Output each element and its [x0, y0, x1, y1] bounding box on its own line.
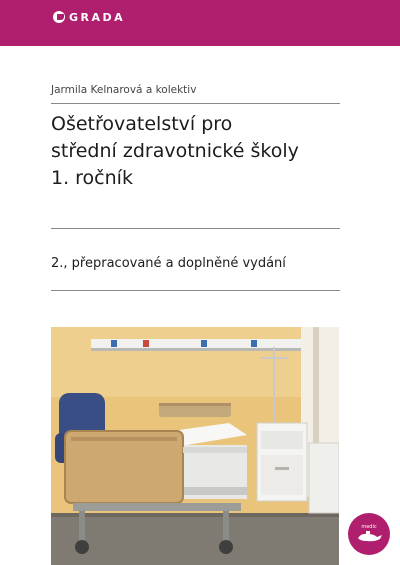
book-title-line-1: Ošetřovatelství pro	[51, 113, 233, 135]
publisher-header-bar	[0, 0, 400, 46]
cover-photo-hospital-room	[51, 327, 339, 565]
divider-top	[51, 103, 340, 104]
publisher-logo-text: GRADA	[69, 10, 126, 24]
divider-bottom	[51, 290, 340, 291]
book-author: Jarmila Kelnarová a kolektiv	[51, 84, 197, 96]
book-title	[51, 111, 351, 192]
series-badge	[348, 513, 390, 555]
book-title-line-3: 1. ročník	[51, 167, 133, 189]
publisher-logo	[53, 9, 125, 25]
book-edition: 2., přepracované a doplněné vydání	[51, 256, 286, 271]
grada-logo-icon	[53, 11, 65, 23]
book-title-line-2: střední zdravotnické školy	[51, 140, 299, 162]
series-badge-label: medic	[361, 524, 377, 530]
lamp-icon	[355, 530, 383, 544]
divider-middle	[51, 228, 340, 229]
